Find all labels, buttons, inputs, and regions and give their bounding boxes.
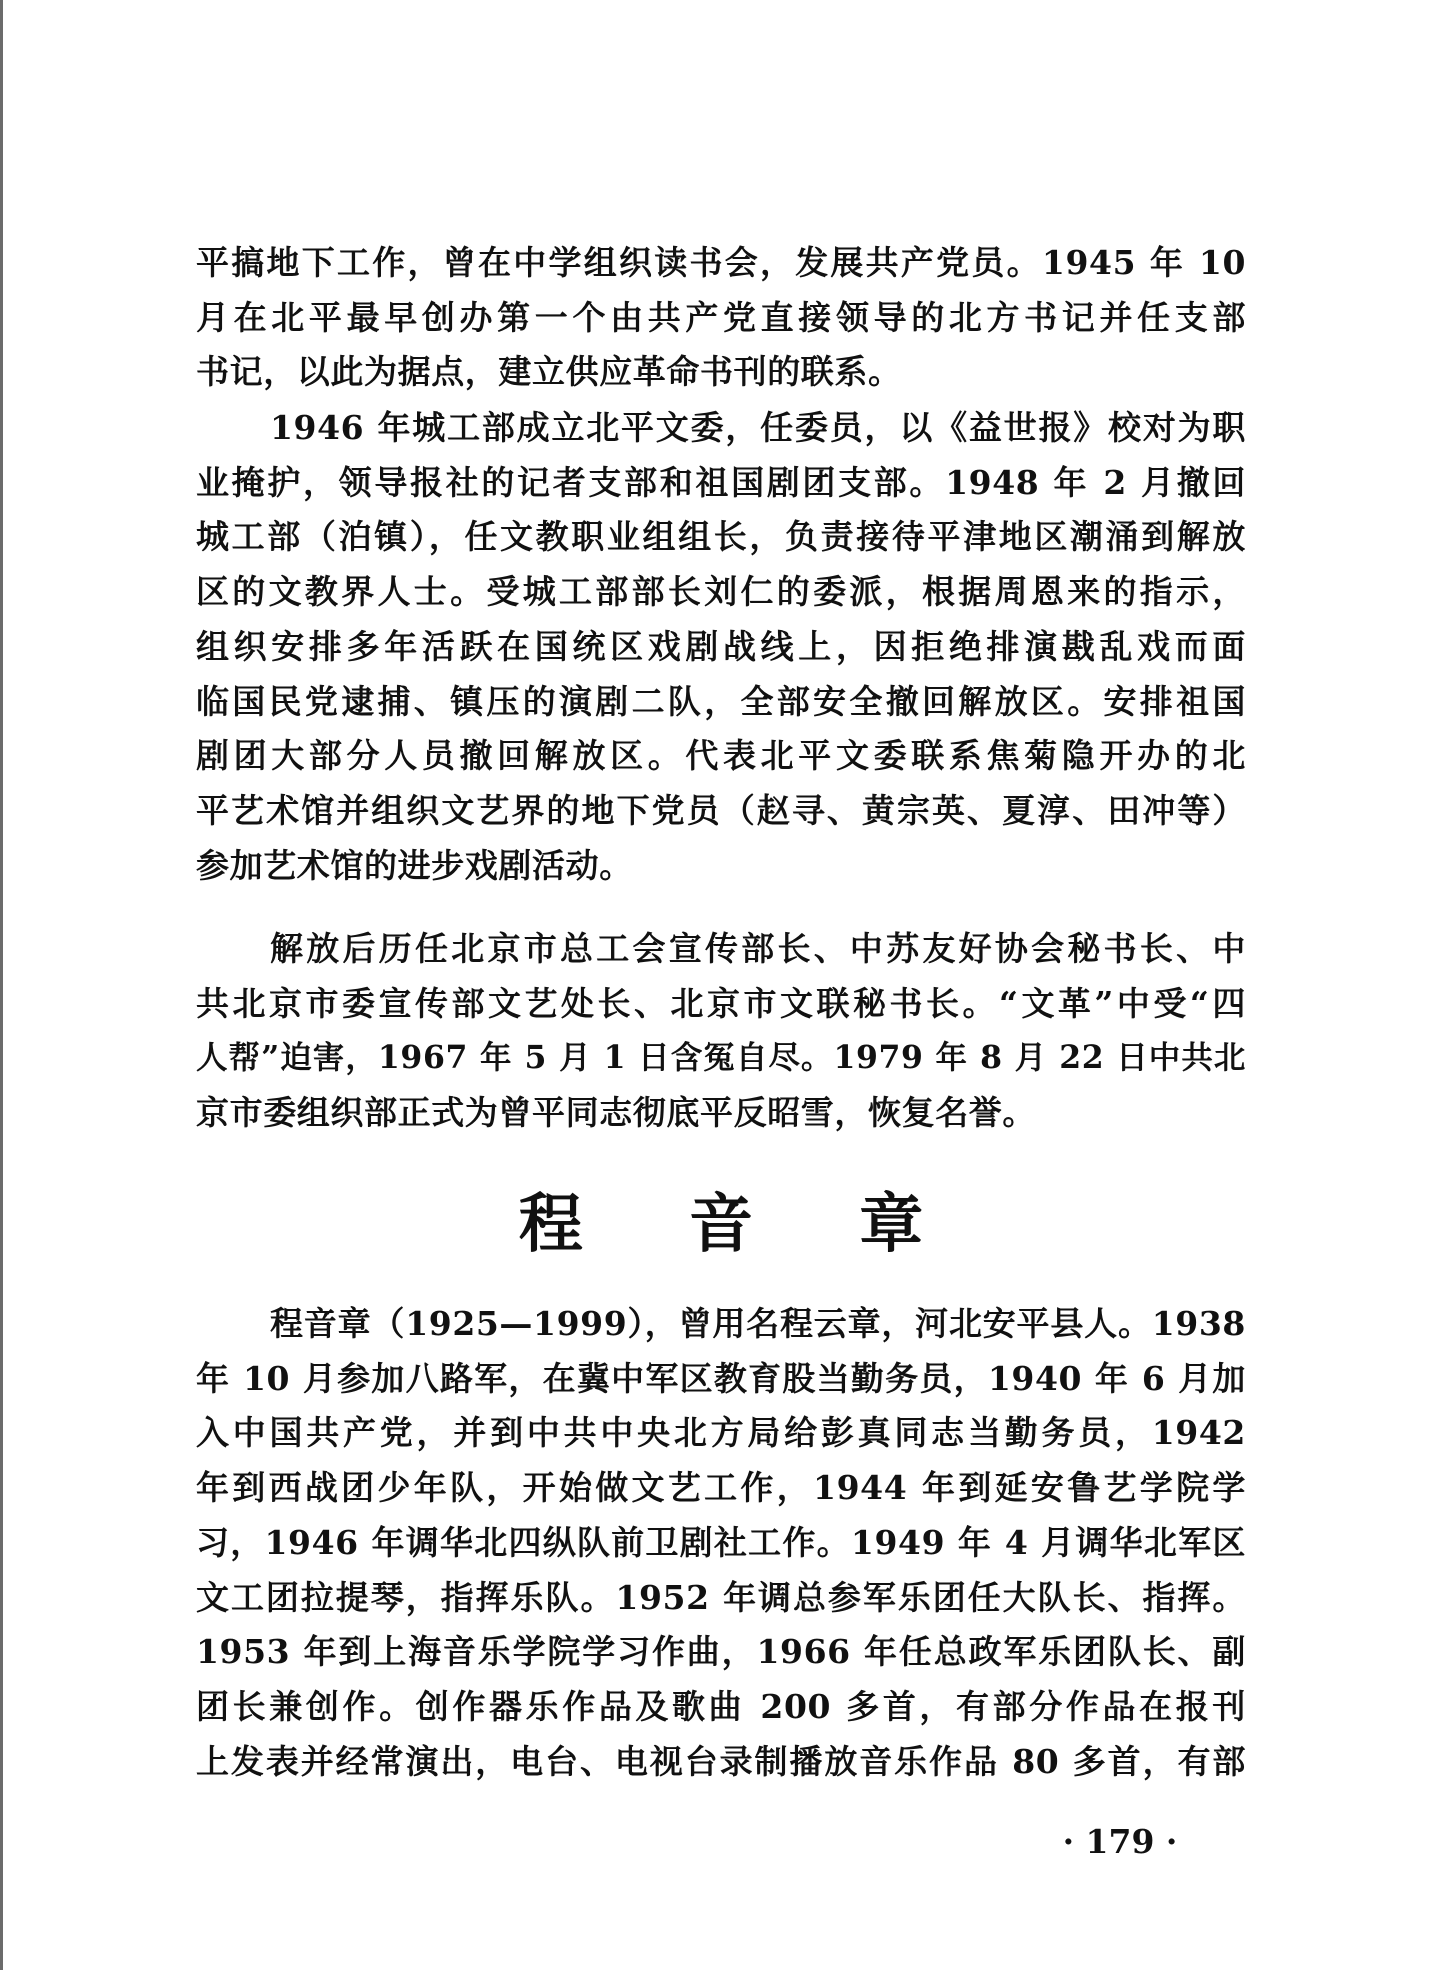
- text-line: 平艺术馆并组织文艺界的地下党员（赵寻、黄宗英、夏淳、田冲等）: [196, 790, 1246, 830]
- text-line: 月在北平最早创办第一个由共产党直接领导的北方书记并任支部: [196, 297, 1246, 337]
- paragraph-biography: [196, 1297, 1246, 1789]
- text-line: 年到西战团少年队，开始做文艺工作，1944 年到延安鲁艺学院学: [196, 1468, 1246, 1508]
- text-line: 人帮”迫害，1967 年 5 月 1 日含冤自尽。1979 年 8 月 22 日中共北: [196, 1039, 1246, 1077]
- text-line: 习，1946 年调华北四纵队前卫剧社工作。1949 年 4 月调华北军区: [196, 1522, 1246, 1562]
- paragraph-peiping-committee: [196, 401, 1246, 893]
- text-line: 年 10 月参加八路军，在冀中军区教育股当勤务员，1940 年 6 月加: [196, 1358, 1246, 1398]
- text-line: 上发表并经常演出，电台、电视台录制播放音乐作品 80 多首，有部: [196, 1741, 1246, 1781]
- text-line: 程音章（1925—1999），曾用名程云章，河北安平县人。1938: [270, 1304, 1246, 1343]
- text-line: 区的文教界人士。受城工部部长刘仁的委派，根据周恩来的指示，: [196, 572, 1246, 612]
- text-line: 临国民党逮捕、镇压的演剧二队，全部安全撤回解放区。安排祖国: [196, 681, 1246, 721]
- text-line: 平搞地下工作，曾在中学组织读书会，发展共产党员。1945 年 10: [196, 243, 1246, 282]
- text-line: 共北京市委宣传部文艺处长、北京市文联秘书长。“文革”中受“四: [196, 983, 1246, 1023]
- text-line: 团长兼创作。创作器乐作品及歌曲 200 多首，有部分作品在报刊: [196, 1686, 1246, 1726]
- section-heading: 程 音 章: [518, 1188, 966, 1262]
- text-line: 京市委组织部正式为曾平同志彻底平反昭雪，恢复名誉。: [196, 1093, 1036, 1133]
- paragraph-after-liberation: [196, 922, 1246, 1141]
- text-line: 剧团大部分人员撤回解放区。代表北平文委联系焦菊隐开办的北: [196, 736, 1246, 776]
- scan-edge: [0, 0, 3, 1970]
- text-line: 组织安排多年活跃在国统区戏剧战线上，因拒绝排演戡乱戏而面: [196, 626, 1246, 666]
- text-line: 文工团拉提琴，指挥乐队。1952 年调总参军乐团任大队长、指挥。: [196, 1577, 1246, 1617]
- paragraph-underground-work: [196, 236, 1246, 400]
- text-line: 1953 年到上海音乐学院学习作曲，1966 年任总政军乐团队长、副: [196, 1632, 1246, 1672]
- text-line: 业掩护，领导报社的记者支部和祖国剧团支部。1948 年 2 月撤回: [196, 462, 1246, 502]
- text-line: 1946 年城工部成立北平文委，任委员，以《益世报》校对为职: [270, 408, 1246, 447]
- text-line: 参加艺术馆的进步戏剧活动。: [196, 845, 633, 885]
- text-line: 书记，以此为据点，建立供应革命书刊的联系。: [196, 352, 902, 392]
- text-line: 入中国共产党，并到中共中央北方局给彭真同志当勤务员，1942: [196, 1413, 1246, 1453]
- page-number: · 179 ·: [1062, 1822, 1178, 1861]
- text-line: 城工部（泊镇），任文教职业组组长，负责接待平津地区潮涌到解放: [196, 517, 1246, 557]
- text-line: 解放后历任北京市总工会宣传部长、中苏友好协会秘书长、中: [270, 929, 1246, 968]
